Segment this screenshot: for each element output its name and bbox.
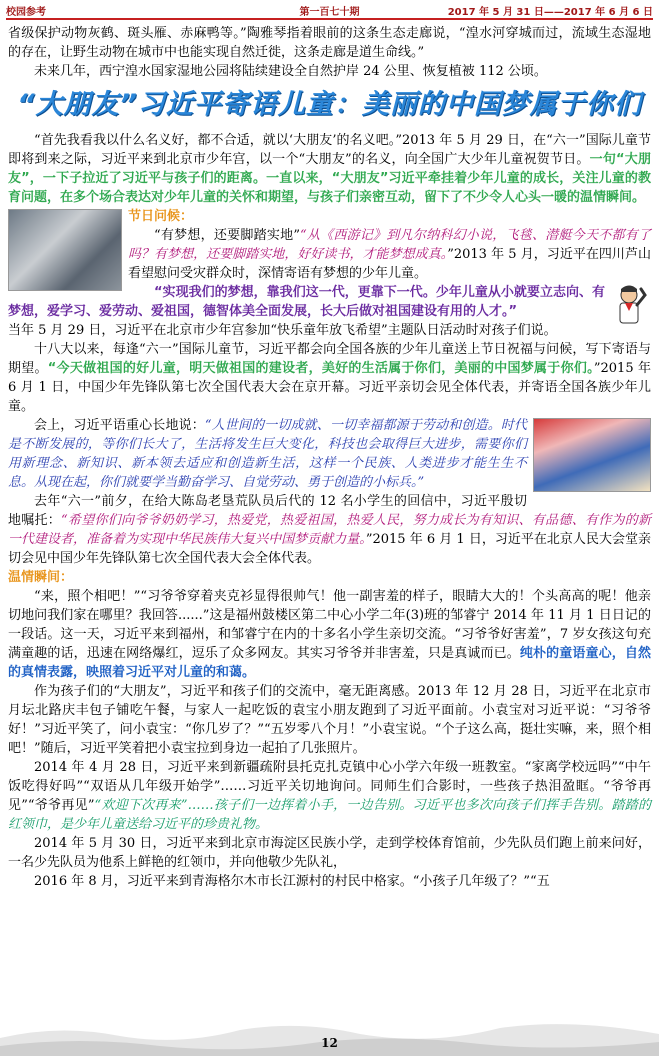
article-title: “大朋友”习近平寄语儿童：美丽的中国梦属于你们	[17, 89, 642, 120]
section-heading-holiday: 节日问候：	[128, 209, 194, 224]
page-body	[8, 24, 651, 891]
article-paragraph-2: “有梦想，还要脚踏实地”“从《西游记》到凡尔纳科幻小说，飞毯、潜艇今天不都有了吗？有梦想，还要脚踏实地，好好读书，才能梦想成真。”2013 年 5 月，习近平在四川芦山看望慰问受灾群众时，深情寄语有梦想的少年儿童。	[128, 228, 651, 281]
page-number: 12	[321, 1036, 338, 1050]
article-paragraph-6: 去年“六一”前夕，在给大陈岛老垦荒队员后代的 12 名小学生的回信中，习近平殷切地嘱托：“希望你们向爷爷奶奶学习，热爱党，热爱祖国，热爱人民，努力成长为有知识、有品德、有作为的新一代建设者，准备着为实现中华民族伟大复兴中国梦贡献力量。”2015 年 6 月 1 日，习近平在北京人民大会堂亲切会见中国少年先锋队第七次全国代表大会全体代表。	[8, 494, 651, 566]
article-paragraph-5: 会上，习近平语重心长地说：“人世间的一切成就、一切幸福都源于劳动和创造。时代是不断发展的，等你们长大了，生活将发生巨大变化，科技也会取得巨大进步，需要你们用新理念、新知识、新本领去适应和创造新生活，这样一个民族、人类进步才能生生不息。从现在起，你们就要学当勤奋学习、自觉劳动、勇于创造的小标兵。”	[8, 418, 527, 490]
article-paragraph-10: 2014 年 5 月 30 日，习近平来到北京市海淀区民族小学，走到学校体育馆前，少先队员们跑上前来问好，一名少先队员为他系上鲜艳的红领巾，并向他敬少先队礼，	[8, 836, 651, 870]
header-issue: 第一百七十期	[299, 7, 360, 18]
article-paragraph-7: “来，照个相吧！”“习爷爷穿着夹克衫显得很帅气！他一副害羞的样子，眼睛大大的！个头高高的呢！他亲切地问我们家在哪里？我回答......”这是福州鼓楼区第二中心小学二年(3)班的邹睿宁 2014 年 11 月 1 日日记的一段话。这一天，习近平来到福州，和邹睿宁在内的十多名小学生亲切交流。“习爷爷好害羞”，7 岁女孩这句充满童趣的话，迅速在网络爆红，逗乐了众多网友。其实习爷爷并非害羞，只是真诚而已。纯朴的童语童心，自然的真情表露，映照着习近平对儿童的和蔼。	[8, 589, 651, 680]
article-paragraph-8: 作为孩子们的“大朋友”，习近平和孩子们的交流中，毫无距离感。2013 年 12 月 28 日，习近平在北京市月坛北路庆丰包子铺吃午餐，与家人一起吃饭的袁宝小朋友跑到了习近平面前。小袁宝对习近平说：“习爷爷好！”习近平笑了，问小袁宝：“你几岁了？”“五岁零八个月！”小袁宝说。“个子这么高，挺壮实嘛，来，照个相吧！”随后，习近平笑着把小袁宝拉到身边一起拍了几张照片。	[8, 684, 651, 756]
highlight-blue: 纯朴的童语童心，自然的真情表露，映照着习近平对儿童的和蔼。	[8, 646, 651, 680]
article-paragraph-3b: 当年 5 月 29 日，习近平在北京市少年宫参加“快乐童年放飞希望”主题队日活动时对孩子们说。	[8, 323, 557, 338]
header-rule	[6, 18, 653, 20]
header-date: 2017 年 5 月 31 日——2017 年 6 月 6 日	[447, 7, 653, 18]
quote-blue: “人世间的一切成就、一切幸福都源于劳动和创造。时代是不断发展的，等你们长大了，生活将发生巨大变化，科技也会取得巨大进步，需要你们用新理念、新知识、新本领去适应和创造新生活，这样一个民族、人类进步才能生生不息。从现在起，你们就要学当勤奋学习、自觉劳动、勇于创造的小标兵。”	[8, 418, 527, 490]
article-paragraph-11: 2016 年 8 月，习近平来到青海格尔木市长江源村的村民中格家。“小孩子几年级了？”“五	[34, 874, 550, 889]
section-heading-moments: 温情瞬间：	[8, 570, 74, 585]
quote-teal: “欢迎下次再来”……孩子们一边挥着小手，一边告别。习近平也多次向孩子们挥手告别。踏踏的红领巾，是少年儿童送给习近平的珍贵礼物。	[8, 798, 651, 832]
children-photo	[533, 418, 651, 492]
quote-pink-2: “希望你们向爷爷奶奶学习，热爱党，热爱祖国，热爱人民，努力成长为有知识、有品德、有作为的新一代建设者，准备着为实现中华民族伟大复兴中国梦贡献力量。	[8, 513, 651, 547]
intro-paragraph-2: 未来几年，西宁湟水国家湿地公园将陆续建设全自然护岸 24 公里、恢复植被 112 公顷。	[34, 64, 547, 79]
article-paragraph-4: 十八大以来，每逢“六一”国际儿童节，习近平都会向全国各族的少年儿童送上节日祝福与问候，写下寄语与期望。“今天做祖国的好儿童，明天做祖国的建设者，美好的生活属于你们，美丽的中国梦属于你们。”2015 年 6 月 1 日，中国少年先锋队第七次全国代表大会在京开幕。习近平亲切会见全体代表，并寄语全国各族少年儿童。	[8, 342, 651, 414]
quote-green: “今天做祖国的好儿童，明天做祖国的建设者，美好的生活属于你们，美丽的中国梦属于你们。	[47, 361, 594, 376]
quote-pink: “从《西游记》到凡尔纳科幻小说，飞毯、潜艇今天不都有了吗？有梦想，还要脚踏实地，好好读书，才能梦想成真。	[128, 228, 651, 262]
highlight-green: 一句“大朋友”，一下子拉近了习近平与孩子们的距离。一直以来，“大朋友”习近平牵挂着少年儿童的成长，关注儿童的教育问题，在多个场合表达对少年儿童的关怀和期望，与孩子们亲密互动，留下了不少令人心头一暖的温情瞬间。	[8, 152, 651, 205]
intro-paragraph-1: 省级保护动物灰鹤、斑头雁、赤麻鸭等。”陶雅琴指着眼前的这条生态走廊说，“湟水河穿城而过，流域生态湿地的存在，让野生动物在城市中也能实现自然迁徙，这条走廊是道生命线。”	[8, 26, 651, 60]
page-header	[6, 3, 653, 19]
salute-icon	[609, 283, 651, 327]
article-paragraph-1: “首先我看我以什么名义好，都不合适，就以‘大朋友’的名义吧。”2013 年 5 月 29 日，在“六一”国际儿童节即将到来之际，习近平来到北京市少年宫，以一个“大朋友”的名义，向全国广大少年儿童祝贺节日。一句“大朋友”，一下子拉近了习近平与孩子们的距离。一直以来，“大朋友”习近平牵挂着少年儿童的成长，关注儿童的教育问题，在多个场合表达对少年儿童的关怀和期望，与孩子们亲密互动，留下了不少令人心头一暖的温情瞬间。	[8, 133, 651, 205]
article-paragraph-9: 2014 年 4 月 28 日，习近平来到新疆疏附县托克扎克镇中心小学六年级一班教室。“家离学校远吗”“中午饭吃得好吗”“双语从几年级开始学”……习近平关切地询问。同师生们合影时，一些孩子热泪盈眶。“爷爷再见”“爷爷再见”“欢迎下次再来”……孩子们一边挥着小手，一边告别。习近平也多次向孩子们挥手告别。踏踏的红领巾，是少年儿童送给习近平的珍贵礼物。	[8, 760, 651, 832]
header-left: 校园参考	[6, 7, 46, 18]
quote-purple: “实现我们的梦想，靠我们这一代，更靠下一代。少年儿童从小就要立志向、有梦想，爱学习、爱劳动、爱祖国，德智体美全面发展，长大后做对祖国建设有用的人才。”	[8, 285, 605, 319]
meeting-photo	[8, 209, 122, 291]
